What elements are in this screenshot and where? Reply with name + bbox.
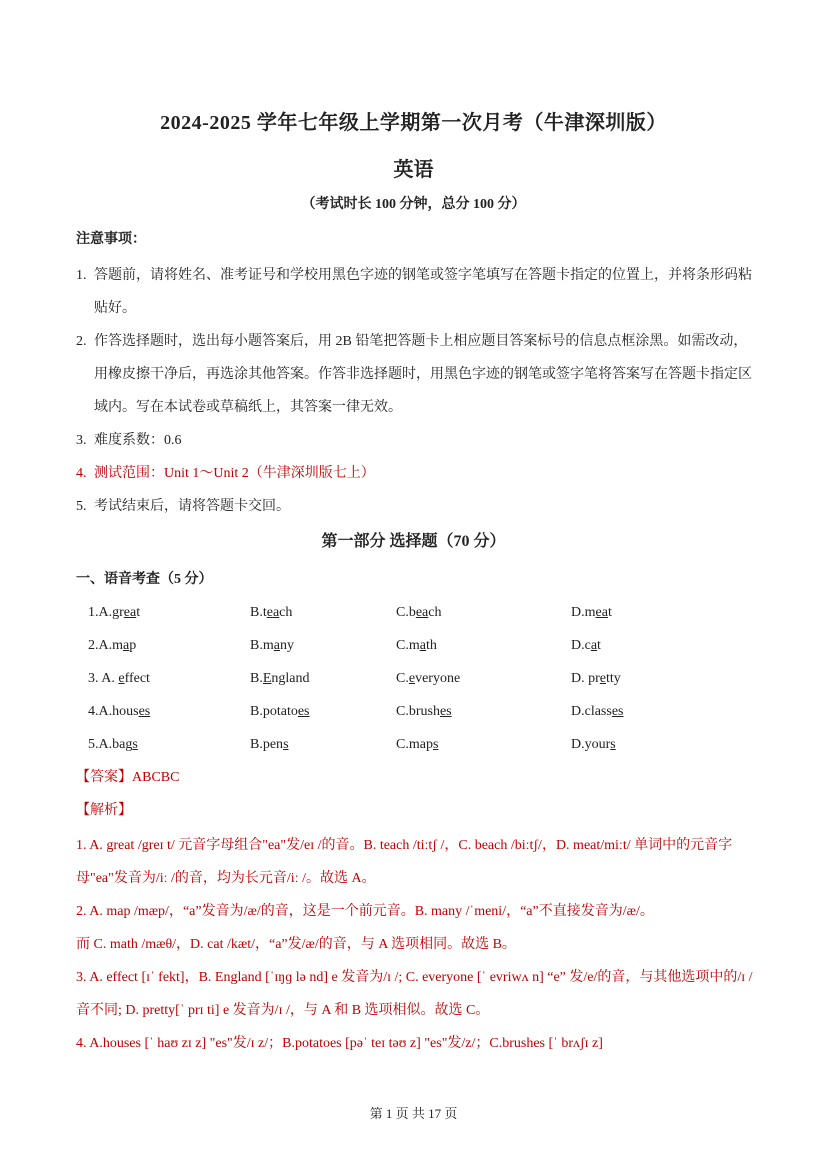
- option-d: D.meat: [571, 605, 612, 620]
- option-d: D. pretty: [571, 671, 621, 686]
- notice-item-text: 答题前，请将姓名、准考证号和学校用黑色字迹的钢笔或签字笔填写在答题卡指定的位置上，并将条形码粘贴好。: [94, 268, 752, 316]
- notice-item-text: 考试结束后，请将答题卡交回。: [94, 499, 290, 514]
- notice-item-number: 3.: [76, 433, 87, 448]
- option-c: C.brushes: [396, 704, 452, 719]
- option-c: C.math: [396, 638, 437, 653]
- analysis-title: 【解析】: [76, 803, 132, 818]
- notice-item-number: 4.: [76, 466, 87, 481]
- option-a: 5.A.bags: [88, 737, 138, 752]
- analysis-body: [76, 829, 756, 1060]
- notice-item-number: 1.: [76, 268, 87, 283]
- question-row: [88, 664, 648, 697]
- option-b: B.England: [250, 671, 310, 686]
- analysis-paragraph: 2. A. map /mæp/，“a”发音为/æ/的音，这是一个前元音。B. many /ˈmeni/，“a”不直接发音为/æ/。: [76, 904, 654, 919]
- notice-item-text: 难度系数：0.6: [94, 433, 182, 448]
- answer-value: ABCBC: [132, 770, 180, 785]
- option-c: C.maps: [396, 737, 439, 752]
- analysis-paragraph: 4. A.houses [ˈ haʊ zɪ z] "es"发/ɪ z/；B.potatoes [pəˈ teɪ təʊ z] "es"发/z/；C.brushes [ˈ brʌʃɪ z]: [76, 1036, 603, 1051]
- option-a: 4.A.houses: [88, 704, 151, 719]
- analysis-paragraph: 3. A. effect [ɪˈ fekt]，B. England [ˈɪŋɡ lə nd] e 发音为/ɪ /; C. everyone [ˈ evriwʌ n] “e” 发/e/的音，与其他选项中的/ɪ /音不同; D. pretty[ˈ prɪ ti] e 发音为/ɪ /，与 A 和 B 选项相似。故选 C。: [76, 970, 753, 1018]
- option-d: D.yours: [571, 737, 616, 752]
- option-d: D.cat: [571, 638, 601, 653]
- notice-item: [76, 325, 756, 424]
- analysis-paragraph: 1. A. great /greɪ t/ 元音字母组合"ea"发/eɪ /的音。B. teach /tiːtʃ /，C. beach /biːtʃ/，D. meat/miːt/ 单词中的元音字母"ea"发音为/iː /的音，均为长元音/iː /。故选 A。: [76, 838, 733, 886]
- notice-item: [76, 424, 756, 457]
- subject-title: 英语: [393, 159, 434, 181]
- notice-list: [76, 259, 756, 523]
- part-heading: 第一部分 选择题（70 分）: [321, 533, 506, 550]
- option-d: D.classes: [571, 704, 624, 719]
- option-c: C.beach: [396, 605, 442, 620]
- option-a: 2.A.map: [88, 638, 137, 653]
- section-heading: 一、语音考查（5 分）: [76, 572, 213, 587]
- notice-item-number: 5.: [76, 499, 87, 514]
- page-footer: 第 1 页 共 17 页: [369, 1106, 458, 1121]
- notice-item-number: 2.: [76, 334, 87, 349]
- notice-item-scope: [76, 457, 756, 490]
- option-b: B.many: [250, 638, 294, 653]
- exam-duration: （考试时长 100 分钟，总分 100 分）: [301, 197, 526, 212]
- option-b: B.pens: [250, 737, 289, 752]
- option-c: C.everyone: [396, 671, 461, 686]
- phonetics-options-table: [88, 598, 648, 763]
- question-row: [88, 631, 648, 664]
- question-row: [88, 598, 648, 631]
- question-row: [88, 730, 648, 763]
- notice-item: [76, 259, 756, 325]
- option-b: B.teach: [250, 605, 293, 620]
- analysis-paragraph: 而 C. math /mæθ/，D. cat /kæt/，“a”发/æ/的音，与 A 选项相同。故选 B。: [76, 937, 516, 952]
- answer-label: 【答案】: [76, 770, 132, 785]
- option-a: 1.A.great: [88, 605, 141, 620]
- notice-item: [76, 490, 756, 523]
- notice-heading: 注意事项：: [76, 232, 146, 247]
- exam-title: 2024-2025 学年七年级上学期第一次月考（牛津深圳版）: [160, 112, 667, 134]
- answer-line: [76, 766, 179, 786]
- option-b: B.potatoes: [250, 704, 310, 719]
- question-row: [88, 697, 648, 730]
- notice-item-text: 作答选择题时，选出每小题答案后，用 2B 铅笔把答题卡上相应题目答案标号的信息点框涂黑。如需改动，用橡皮擦干净后，再选涂其他答案。作答非选择题时，用黑色字迹的钢笔或签字笔将答案写在答题卡指定区域内。写在本试卷或草稿纸上，其答案一律无效。: [94, 334, 752, 415]
- notice-item-text: 测试范围：Unit 1～Unit 2（牛津深圳版七上）: [94, 466, 375, 481]
- option-a: 3. A. effect: [88, 671, 150, 686]
